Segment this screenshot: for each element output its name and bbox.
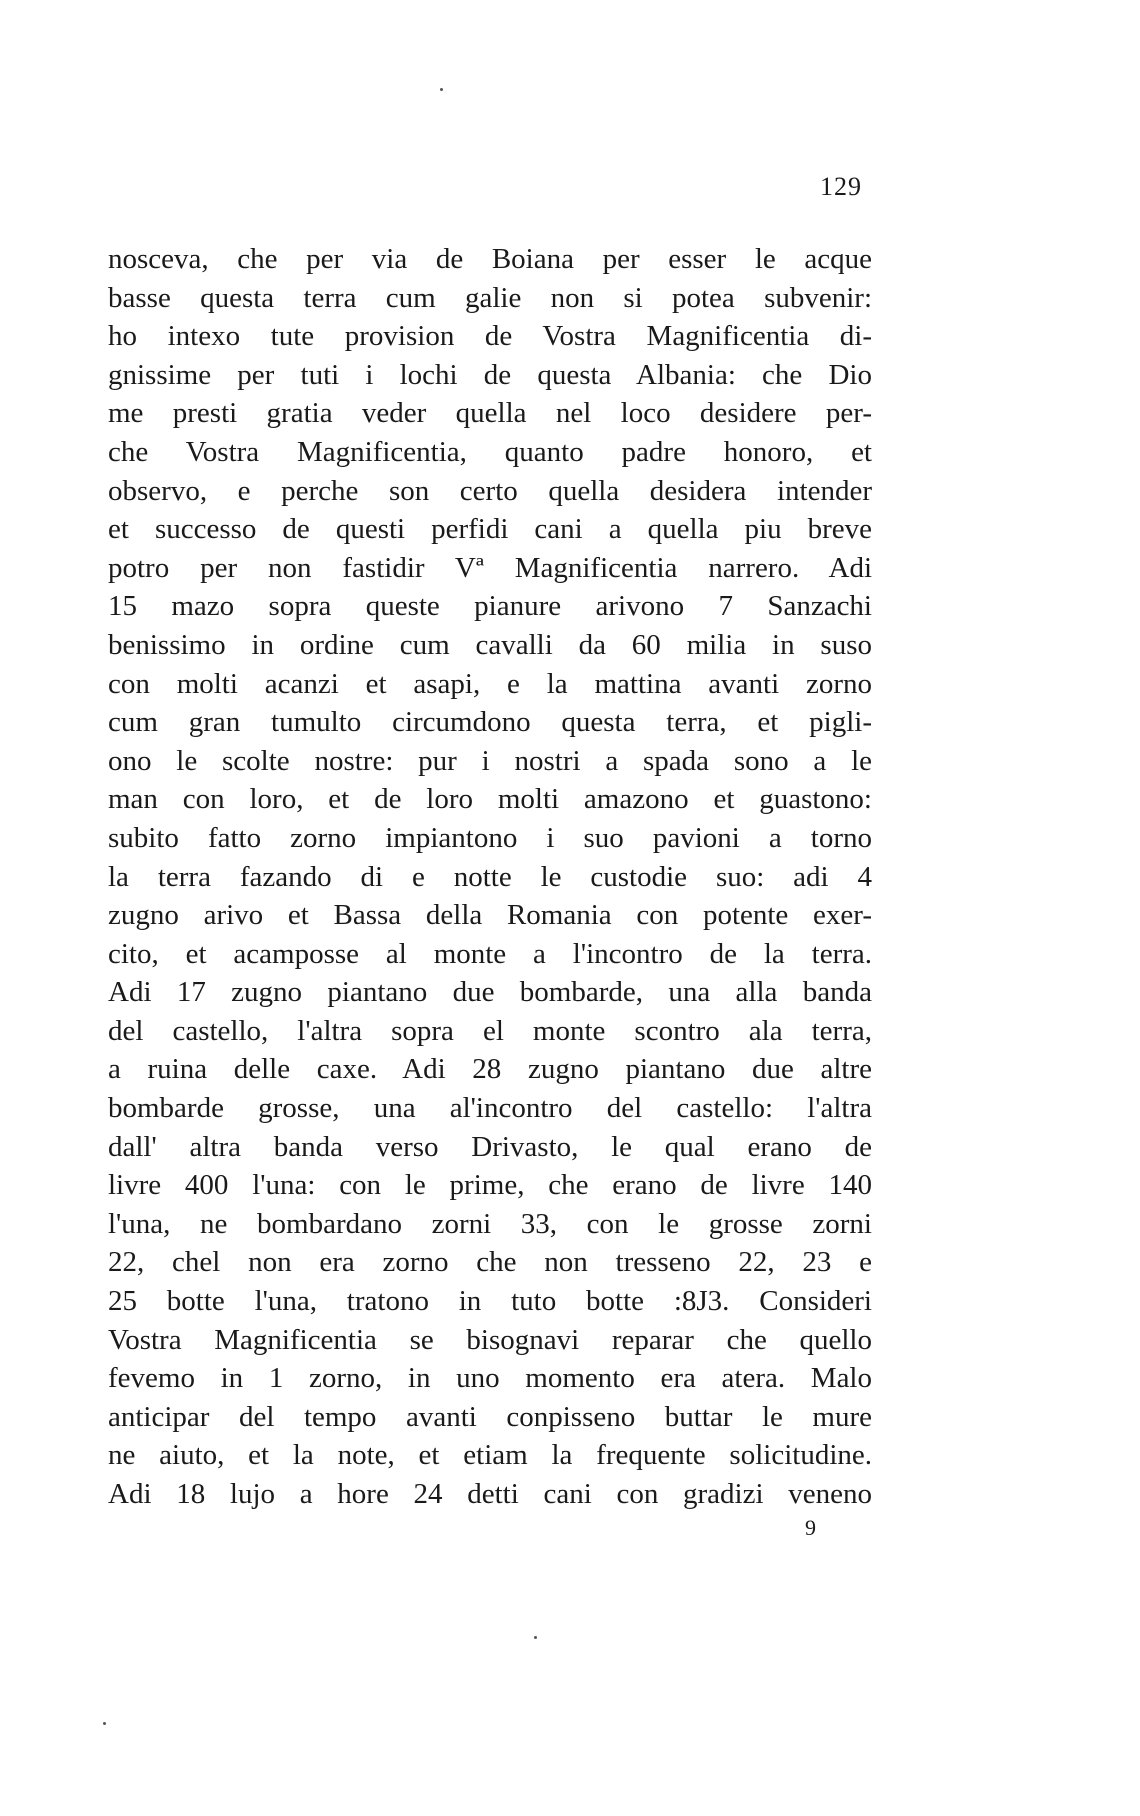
text-line: Adi 17 zugno piantano due bombarde, una alla banda xyxy=(108,976,872,1009)
text-line: Vostra Magnificentia se bisognavi reparar che quello xyxy=(108,1323,872,1356)
text-line: 22, chel non era zorno che non tresseno 22, 23 e xyxy=(108,1246,872,1279)
text-line: livre 400 l'una: con le prime, che erano de livre 140 xyxy=(108,1169,872,1202)
speck-mark xyxy=(103,1722,106,1725)
signature-mark: 9 xyxy=(805,1515,816,1540)
text-line: la terra fazando di e notte le custodie suo: adi 4 xyxy=(108,860,872,893)
text-line: ho intexo tute provision de Vostra Magnificentia di- xyxy=(108,320,872,353)
page-number: 129 xyxy=(820,172,862,201)
text-line: 15 mazo sopra queste pianure arivono 7 Sanzachi xyxy=(108,590,872,623)
text-line: bombarde grosse, una al'incontro del castello: l'altra xyxy=(108,1092,872,1125)
text-line: basse questa terra cum galie non si potea subvenir: xyxy=(108,281,872,314)
text-line: et successo de questi perfidi cani a quella piu breve xyxy=(108,513,872,546)
text-line: anticipar del tempo avanti conpisseno buttar le mure xyxy=(108,1400,872,1433)
text-line: nosceva, che per via de Boiana per esser le acque xyxy=(108,243,872,275)
text-line: con molti acanzi et asapi, e la mattina avanti zorno xyxy=(108,667,872,700)
text-line: benissimo in ordine cum cavalli da 60 milia in suso xyxy=(108,628,872,661)
text-line: observo, e perche son certo quella desidera intender xyxy=(108,474,872,507)
text-line: fevemo in 1 zorno, in uno momento era atera. Malo xyxy=(108,1362,872,1395)
text-line: Adi 18 lujo a hore 24 detti cani con gradizi veneno xyxy=(108,1478,872,1510)
speck-mark xyxy=(440,88,443,91)
text-line: del castello, l'altra sopra el monte scontro ala terra, xyxy=(108,1014,872,1047)
text-line: cum gran tumulto circumdono questa terra, et pigli- xyxy=(108,706,872,739)
text-line: dall' altra banda verso Drivasto, le qual erano de xyxy=(108,1130,872,1163)
text-line: man con loro, et de loro molti amazono et guastono: xyxy=(108,783,872,816)
text-line: cito, et acamposse al monte a l'incontro de la terra. xyxy=(108,937,872,970)
text-line: 25 botte l'una, tratono in tuto botte :8J3. Consideri xyxy=(108,1285,872,1318)
text-line: ne aiuto, et la note, et etiam la frequente solicitudine. xyxy=(108,1439,872,1472)
text-line: subito fatto zorno impiantono i suo pavioni a torno xyxy=(108,821,872,854)
text-line: gnissime per tuti i lochi de questa Albania: che Dio xyxy=(108,358,872,391)
body-text xyxy=(108,240,872,1514)
text-line: me presti gratia veder quella nel loco desidere per- xyxy=(108,397,872,430)
text-line: ono le scolte nostre: pur i nostri a spada sono a le xyxy=(108,744,872,777)
text-line: potro per non fastidir Vª Magnificentia narrero. Adi xyxy=(108,551,872,584)
text-line: zugno arivo et Bassa della Romania con potente exer- xyxy=(108,899,872,932)
speck-mark xyxy=(534,1636,537,1639)
text-line: l'una, ne bombardano zorni 33, con le grosse zorni xyxy=(108,1207,872,1240)
text-line: che Vostra Magnificentia, quanto padre honoro, et xyxy=(108,435,872,468)
text-line: a ruina delle caxe. Adi 28 zugno piantano due altre xyxy=(108,1053,872,1086)
